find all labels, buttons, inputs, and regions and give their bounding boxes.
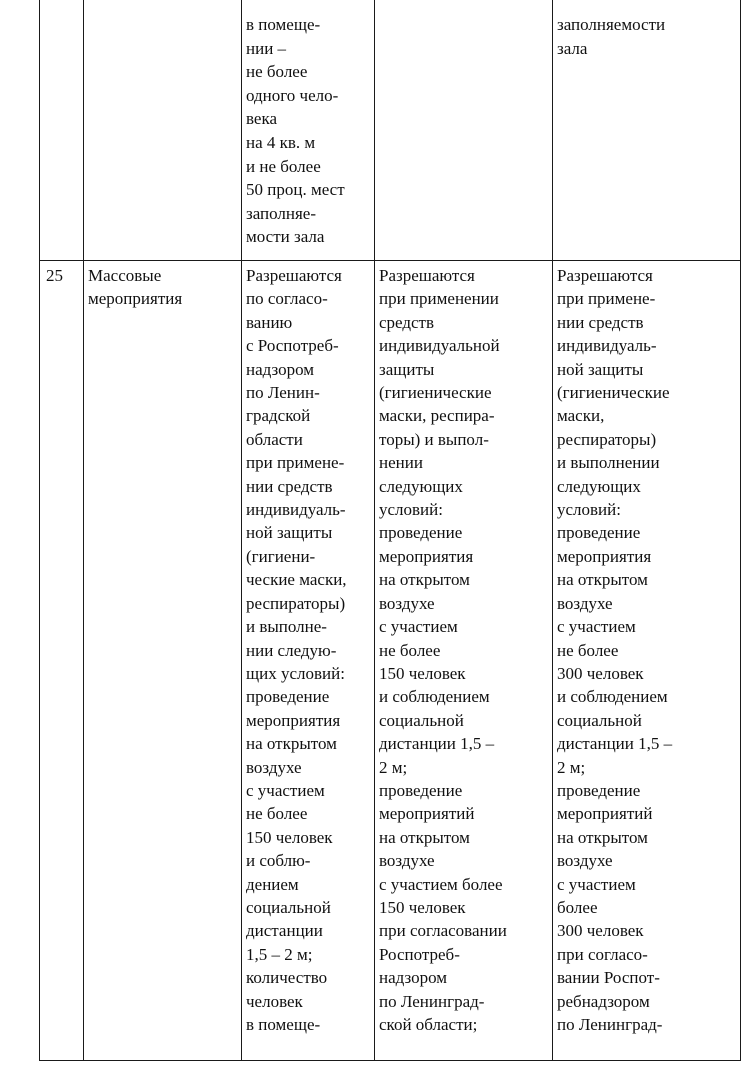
activity-name-cell bbox=[84, 261, 242, 1061]
row-number-cell bbox=[40, 0, 84, 261]
activity-name-cell bbox=[84, 0, 242, 261]
table-row-25 bbox=[40, 261, 741, 1061]
condition-text-a: Разрешаются по согласо- ванию с Роспотреб- надзором по Ленин- градской области при примене- нии средств индивидуаль- ной защиты (гигиени- ческие маски, респираторы) и выполне- нии следую- щих условий: проведение мероприятия на открытом воздухе с участием не более 150 человек и соблю- дением социальной дистанции 1,5 – 2 м; количество человек в помеще- bbox=[246, 266, 347, 1034]
condition-cell-c bbox=[553, 0, 741, 261]
condition-cell-b bbox=[375, 261, 553, 1061]
regulation-table bbox=[39, 0, 741, 1061]
condition-cell-b bbox=[375, 0, 553, 261]
condition-cell-a bbox=[242, 261, 375, 1061]
activity-name: Массовые мероприятия bbox=[88, 266, 183, 309]
condition-text-c: Разрешаются при примене- нии средств индивидуаль- ной защиты (гигиенические маски, респираторы) и выполнении следующих условий: проведение мероприятия на открытом воздухе с участием не более 300 человек и соблюдением социальной дистанции 1,5 – 2 м; проведение мероприятий на открытом воздухе с участием более 300 человек при согласо- вании Роспот- ребнадзором по Ленинград- bbox=[557, 266, 673, 1034]
row-number-cell bbox=[40, 261, 84, 1061]
condition-text-c: заполняемости зала bbox=[557, 15, 666, 58]
condition-cell-a bbox=[242, 0, 375, 261]
condition-text-b: Разрешаются при применении средств индивидуальной защиты (гигиенические маски, респира- торы) и выпол- нении следующих условий: проведение мероприятия на открытом воздухе с участием не более 150 человек и соблюдением социальной дистанции 1,5 – 2 м; проведение мероприятий на открытом воздухе с участием более 150 человек при согласовании Роспотреб- надзором по Ленинград- ской области; bbox=[379, 266, 507, 1034]
table-row-continued bbox=[40, 0, 741, 261]
condition-text-a: в помеще- нии – не более одного чело- века на 4 кв. м и не более 50 проц. мест заполняе- мости зала bbox=[246, 15, 345, 247]
row-number: 25 bbox=[46, 266, 63, 285]
condition-cell-c bbox=[553, 261, 741, 1061]
